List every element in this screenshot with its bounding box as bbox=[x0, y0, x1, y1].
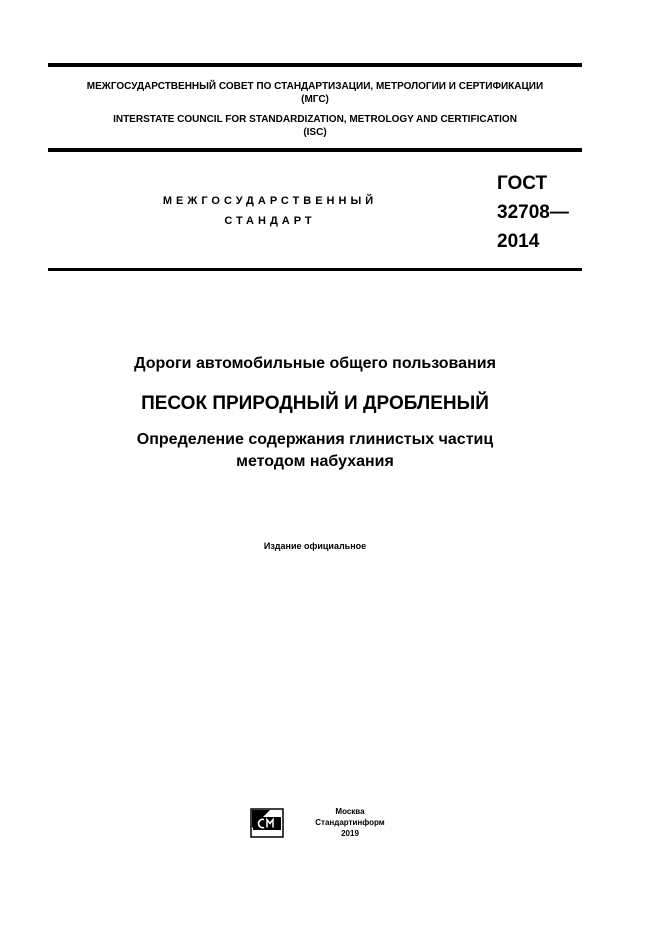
gost-code: 32708— bbox=[497, 202, 569, 223]
standard-label-line-2: СТАНДАРТ bbox=[224, 215, 316, 227]
gost-year: 2014 bbox=[497, 231, 540, 252]
document-title-line-1: Дороги автомобильные общего пользования bbox=[134, 355, 496, 372]
council-abbr-en: (ISC) bbox=[303, 127, 327, 138]
council-name-ru-line: МЕЖГОСУДАРСТВЕННЫЙ СОВЕТ ПО СТАНДАРТИЗАЦИИ, МЕТРОЛОГИИ И СЕРТИФИКАЦИИ bbox=[86, 81, 544, 92]
gost-prefix: ГОСТ bbox=[497, 173, 548, 194]
publisher-city: Москва bbox=[335, 807, 365, 816]
document-subtitle-line-1: Определение содержания глинистых частиц bbox=[136, 431, 494, 448]
document-subtitle-line-2: методом набухания bbox=[236, 453, 394, 470]
council-name-en-line: INTERSTATE COUNCIL FOR STANDARDIZATION, METROLOGY AND CERTIFICATION bbox=[113, 114, 517, 125]
gost-number bbox=[497, 169, 569, 256]
document-title-main: ПЕСОК ПРИРОДНЫЙ И ДРОБЛЕНЫЙ bbox=[141, 393, 489, 414]
council-rule bbox=[48, 148, 582, 152]
standard-label-line-1: МЕЖГОСУДАРСТВЕННЫЙ bbox=[162, 195, 378, 207]
publisher-name: Стандартинформ bbox=[315, 818, 385, 827]
council-abbr-ru: (МГС) bbox=[301, 94, 329, 105]
top-rule bbox=[48, 63, 582, 67]
publication-year: 2019 bbox=[341, 829, 359, 838]
header-rule bbox=[48, 268, 582, 271]
council-name-en bbox=[48, 113, 582, 139]
council-name-ru bbox=[48, 80, 582, 106]
edition-note: Издание официальное bbox=[263, 541, 367, 551]
publisher-info bbox=[300, 806, 400, 839]
standartinform-logo-icon bbox=[250, 808, 284, 838]
